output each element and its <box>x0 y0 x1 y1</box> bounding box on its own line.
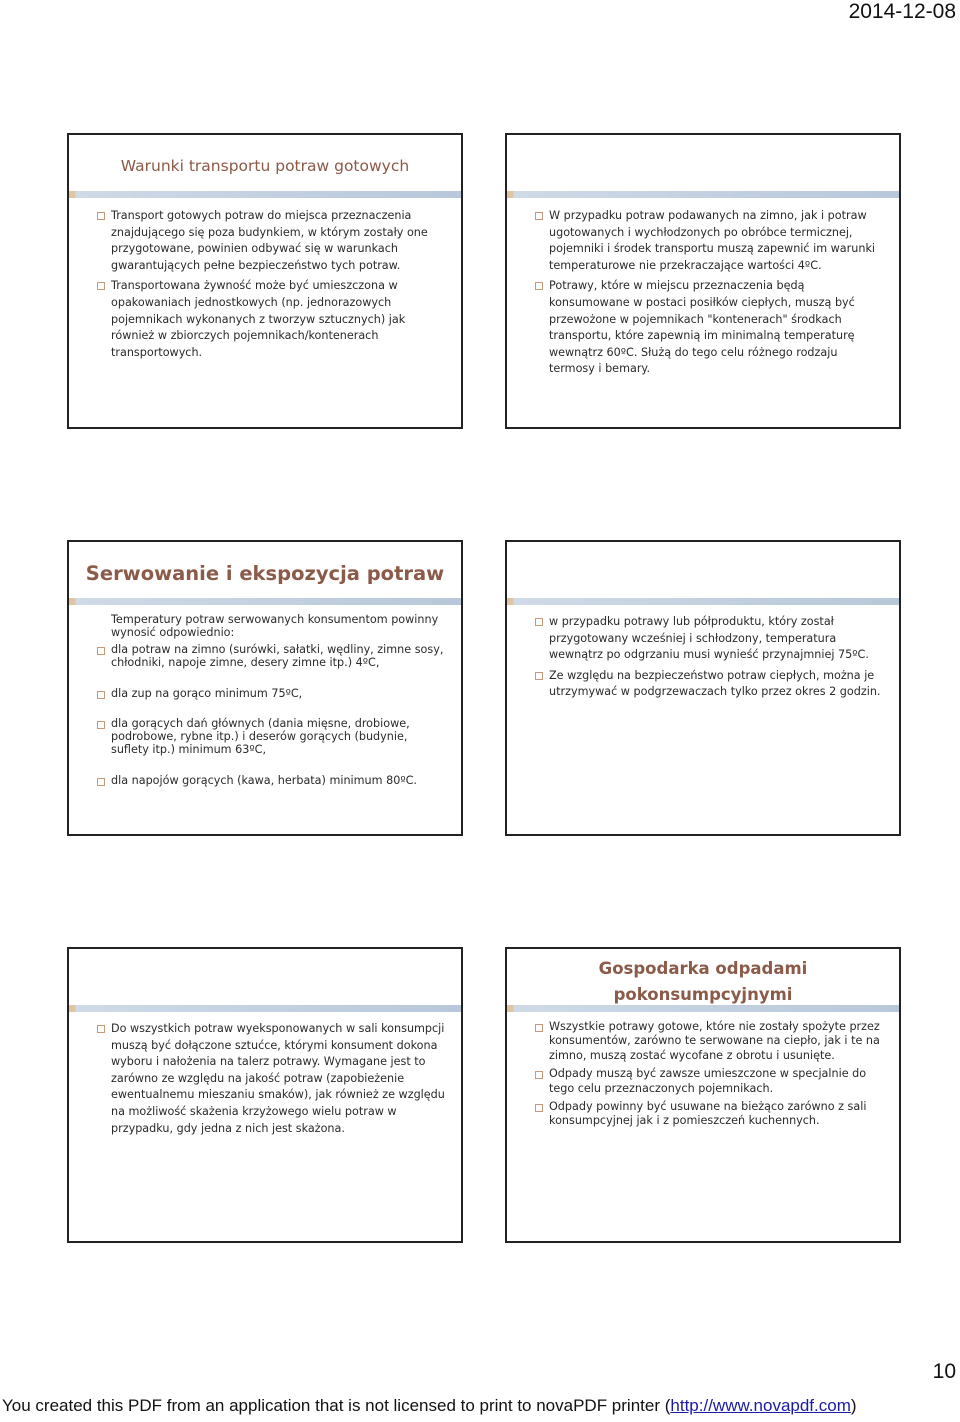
list-item: Do wszystkich potraw wyeksponowanych w sali konsumpcji muszą być dołączone sztućce, którymi konsument dokona wyboru i nałożenia na talerz potrawy. Wymagane jest to zarówno ze względu na jakość potraw (zapobieżenie ewentualnemu mieszaniu smaków), jak również ze względu na możliwość skażenia krzyżowego wielu potraw w przypadku, gdy jedna z nich jest skażona. <box>69 1021 447 1137</box>
title-divider <box>69 1005 461 1012</box>
title-divider <box>69 191 461 198</box>
square-bullet-icon <box>97 282 105 290</box>
novapdf-link[interactable]: http://www.novapdf.com <box>670 1396 851 1415</box>
square-bullet-icon <box>97 721 105 729</box>
slide-title: Serwowanie i ekspozycja potraw <box>85 562 445 585</box>
slide-cutlery <box>67 947 463 1243</box>
list-item: Transport gotowych potraw do miejsca przeznaczenia znajdującego się poza budynkiem, w którym zostały one przygotowane, powinien odbywać się w warunkach gwarantujących pełne bezpieczeństwo tych potraw. <box>69 208 449 274</box>
list-item: W przypadku potraw podawanych na zimno, jak i potraw ugotowanych i wychłodzonych po obróbce termicznej, pojemniki i środek transportu muszą zapewnić im warunki temperaturowe nie przekraczające wartości 4ºC. <box>507 208 883 274</box>
list-item: dla gorących dań głównych (dania mięsne, drobiowe, podrobowe, rybne itp.) i deserów gorących (budynie, suflety itp.) minimum 63ºC, <box>69 717 445 756</box>
list-item: dla zup na gorąco minimum 75ºC, <box>69 687 445 700</box>
list-item: w przypadku potrawy lub półproduktu, który został przygotowany wcześniej i schłodzony, temperatura wewnątrz po odgrzaniu musi wynieść przynajmniej 75ºC. <box>507 614 883 664</box>
slide-waste-management <box>505 947 901 1243</box>
slide-transport-conditions <box>67 133 463 429</box>
square-bullet-icon <box>97 1025 105 1033</box>
header-date: 2014-12-08 <box>848 0 956 23</box>
slide-title <box>507 956 899 1008</box>
bullet-list <box>69 643 445 791</box>
square-bullet-icon <box>97 647 105 655</box>
bullet-list <box>507 1020 887 1133</box>
list-item: Ze względu na bezpieczeństwo potraw ciepłych, można je utrzymywać w podgrzewaczach tylko przez okres 2 godzin. <box>507 668 883 701</box>
novapdf-footer <box>2 1396 958 1416</box>
slide-temperature-transport <box>505 133 901 429</box>
square-bullet-icon <box>97 691 105 699</box>
title-line: pokonsumpcyjnymi <box>613 985 793 1004</box>
list-item: dla napojów gorących (kawa, herbata) minimum 80ºC. <box>69 774 445 787</box>
intro-text: Temperatury potraw serwowanych konsumentom powinny wynosić odpowiednio: <box>111 613 439 639</box>
square-bullet-icon <box>535 1071 543 1079</box>
title-divider <box>507 598 899 605</box>
bullet-list <box>507 208 883 382</box>
square-bullet-icon <box>535 1024 543 1032</box>
bullet-list <box>69 208 449 365</box>
slide-title: Warunki transportu potraw gotowych <box>120 157 410 175</box>
list-item: Odpady powinny być usuwane na bieżąco zarówno z sali konsumpcyjnej jak i z pomieszczeń kuchennych. <box>507 1100 887 1129</box>
title-divider <box>507 1005 899 1012</box>
bullet-list <box>69 1021 447 1141</box>
square-bullet-icon <box>535 1104 543 1112</box>
square-bullet-icon <box>97 778 105 786</box>
list-item: dla potraw na zimno (surówki, sałatki, wędliny, zimne sosy, chłodniki, napoje zimne, desery zimne itp.) 4ºC, <box>69 643 445 669</box>
bullet-list <box>507 614 883 705</box>
square-bullet-icon <box>97 212 105 220</box>
list-item: Odpady muszą być zawsze umieszczone w specjalnie do tego celu przeznaczonych pojemnikach. <box>507 1067 887 1096</box>
slide-reheating <box>505 540 901 836</box>
square-bullet-icon <box>535 618 543 626</box>
title-divider <box>507 191 899 198</box>
list-item: Wszystkie potrawy gotowe, które nie zostały spożyte przez konsumentów, zarówno te serwowane na ciepło, jak i te na zimno, muszą zostać wycofane z obrotu i usunięte. <box>507 1020 887 1063</box>
slide-serving-exposition <box>67 540 463 836</box>
title-divider <box>69 598 461 605</box>
square-bullet-icon <box>535 282 543 290</box>
footer-text-end: ) <box>850 1396 857 1415</box>
square-bullet-icon <box>535 212 543 220</box>
list-item: Transportowana żywność może być umieszczona w opakowaniach jednostkowych (np. jednorazowych pojemnikach wykonanych z tworzyw sztucznych) jak również w zbiorczych pojemnikach/kontenerach transportowych. <box>69 278 449 361</box>
page-number: 10 <box>932 1360 956 1383</box>
title-line: Gospodarka odpadami <box>598 959 808 978</box>
square-bullet-icon <box>535 672 543 680</box>
footer-text: You created this PDF from an application that is not licensed to print to novaPDF printer ( <box>2 1396 671 1415</box>
list-item: Potrawy, które w miejscu przeznaczenia będą konsumowane w postaci posiłków ciepłych, muszą być przewożone w pojemnikach "kontenerach" środkach transportu, które zapewnią im minimalną temperaturę wewnątrz 60ºC. Służą do tego celu różnego rodzaju termosy i bemary. <box>507 278 883 378</box>
